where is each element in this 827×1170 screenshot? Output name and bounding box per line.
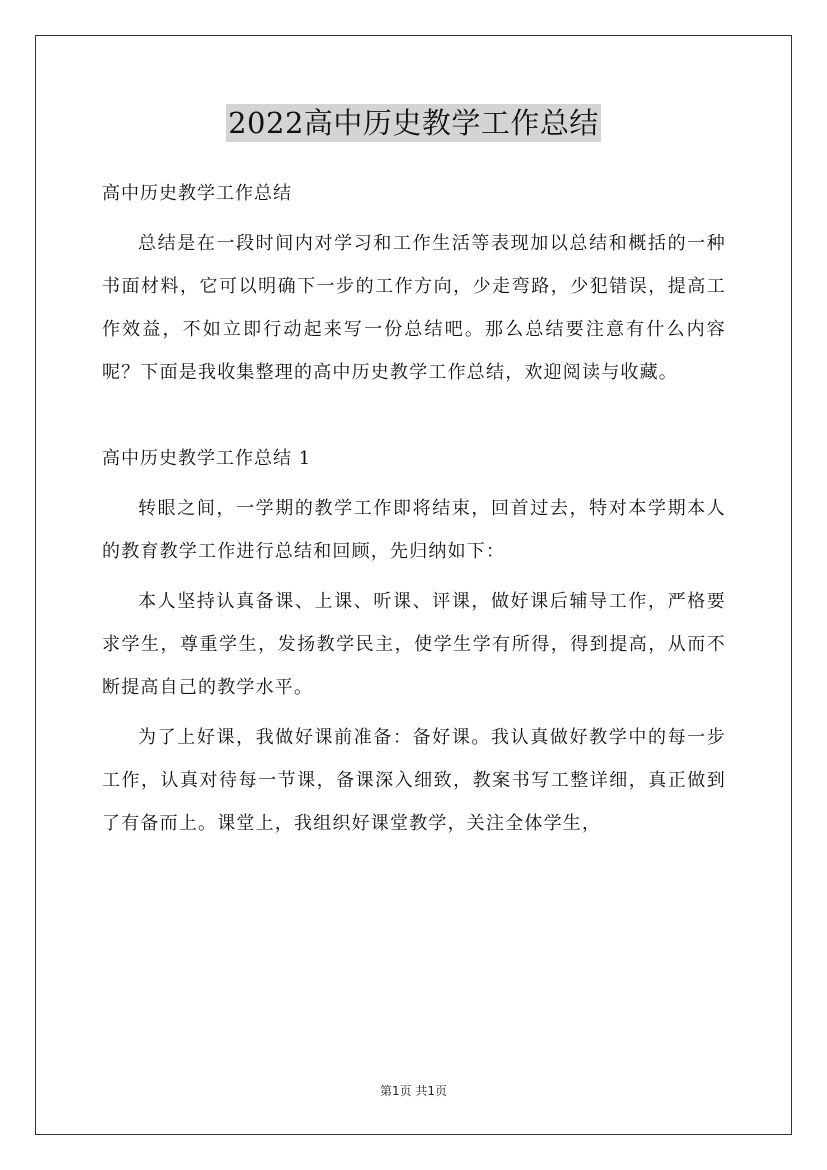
page-footer	[0, 1082, 827, 1099]
section-heading: 高中历史教学工作总结 1	[102, 448, 312, 469]
body-paragraph: 转眼之间，一学期的教学工作即将结束，回首过去，特对本学期本人的教育教学工作进行总结和回顾，先归纳如下：	[102, 498, 726, 562]
page-number-label: 第1页 共1页	[379, 1084, 448, 1098]
body-paragraph: 本人坚持认真备课、上课、听课、评课，做好课后辅导工作，严格要求学生，尊重学生，发扬教学民主，使学生学有所得，得到提高，从而不断提高自己的教学水平。	[102, 591, 726, 698]
section-spacer	[102, 394, 726, 437]
document-body	[102, 172, 726, 845]
document-title: 2022高中历史教学工作总结	[228, 106, 599, 140]
intro-heading: 高中历史教学工作总结	[102, 183, 292, 204]
intro-paragraph: 总结是在一段时间内对学习和工作生活等表现加以总结和概括的一种书面材料，它可以明确下一步的工作方向，少走弯路，少犯错误，提高工作效益，不如立即行动起来写一份总结吧。那么总结要注意有什么内容呢？下面是我收集整理的高中历史教学工作总结，欢迎阅读与收藏。	[102, 233, 726, 383]
title-container	[0, 104, 827, 142]
body-paragraph: 为了上好课，我做好课前准备：备好课。我认真做好教学中的每一步工作，认真对待每一节课，备课深入细致，教案书写工整详细，真正做到了有备而上。课堂上，我组织好课堂教学，关注全体学生，	[102, 727, 726, 834]
